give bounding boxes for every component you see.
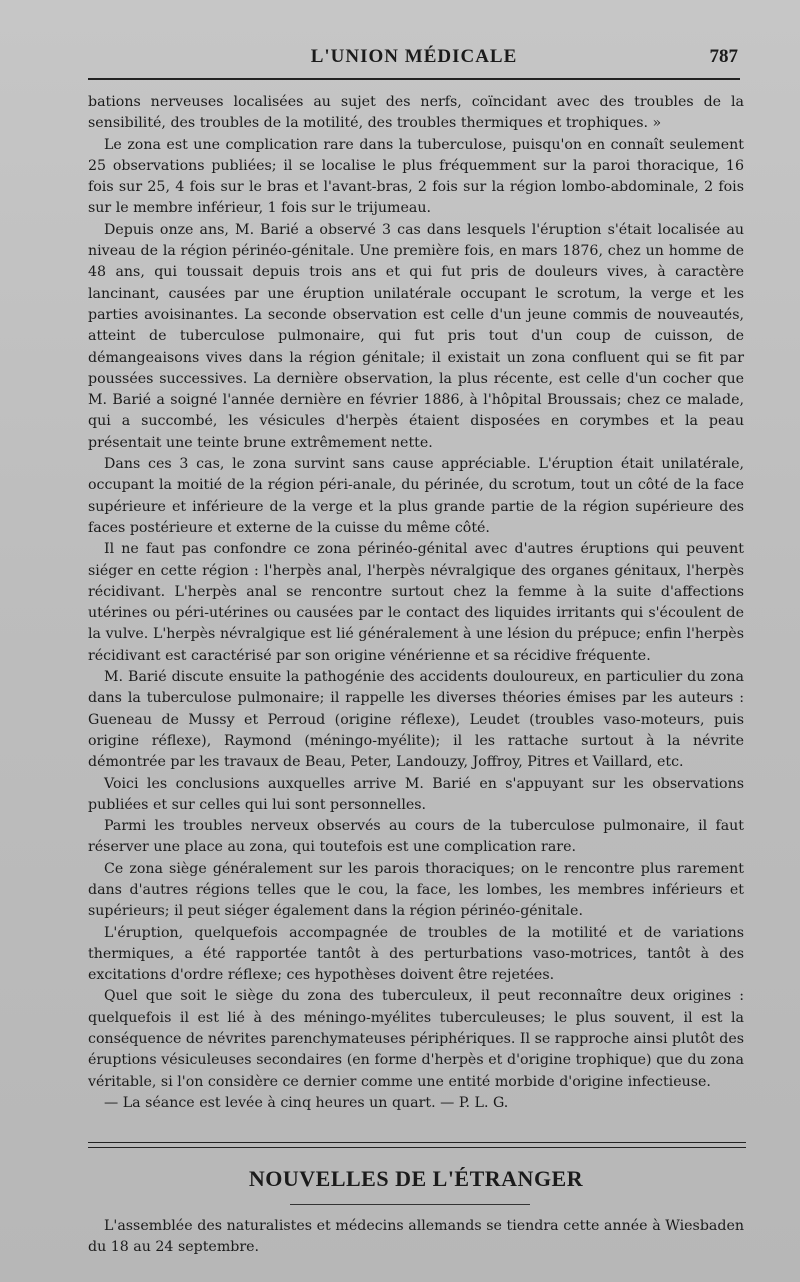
paragraph: Dans ces 3 cas, le zona survint sans cause appréciable. L'éruption était unilatérale, occupant la moitié de la région péri-anale, du périnée, du scrotum, tout un côté de la face supérieure et inférieure de la verge et la plus grande partie de la région supérieure des faces postérieure et externe de la cuisse du même côté.: [88, 456, 744, 536]
paragraph: Quel que soit le siège du zona des tuberculeux, il peut reconnaître deux origines : quelquefois il est lié à des méningo-myélites tuberculeuses; le plus souvent, il est la conséquence de névrites parenchymateuses périphériques. Il se rapproche ainsi plutôt des éruptions vésiculeuses secondaires (en forme d'herpès et d'origine trophique) que du zona véritable, si l'on considère ce dernier comme une entité morbide d'origine infectieuse.: [88, 988, 744, 1090]
section-heading: NOUVELLES DE L'ÉTRANGER: [248, 1166, 584, 1191]
article-body: [88, 92, 744, 1114]
section-divider: [88, 1142, 746, 1148]
paragraph: bations nerveuses localisées au sujet des nerfs, coïncidant avec des troubles de la sensibilité, des troubles de la motilité, des troubles thermiques et trophiques. »: [88, 94, 744, 132]
header-rule: [88, 78, 740, 80]
paragraph: L'éruption, quelquefois accompagnée de troubles de la motilité et de variations thermiques, a été rapportée tantôt à des perturbations vaso-motrices, tantôt à des excitations d'ordre réflexe; ces hypothèses doivent être rejetées.: [88, 924, 744, 984]
closing-line: — La séance est levée à cinq heures un quart. — P. L. G.: [104, 1094, 509, 1111]
paragraph: Voici les conclusions auxquelles arrive M. Barié en s'appuyant sur les observations publiées et sur celles qui lui sont personnelles.: [88, 775, 744, 813]
journal-title: L'UNION MÉDICALE: [310, 46, 518, 67]
paragraph: Depuis onze ans, M. Barié a observé 3 cas dans lesquels l'éruption s'était localisée au niveau de la région périnéo-génitale. Une première fois, en mars 1876, chez un homme de 48 ans, qui toussait depuis trois ans et qui fut pris de douleurs vives, à caractère lancinant, causées par une éruption unilatérale occupant le scrotum, la verge et les parties avoisinantes. La seconde observation est celle d'un jeune commis de nouveautés, atteint de tuberculose pulmonaire, qui fut pris tout d'un coup de cuisson, de démangeaisons vives dans la région génitale; il existait un zona confluent qui se fit par poussées successives. La dernière observation, la plus récente, est celle d'un cocher que M. Barié a soigné l'année dernière en février 1886, à l'hôpital Broussais; chez ce malade, qui a succombé, les vésicules d'herpès étaient disposées en corymbes et la peau présentait une teinte brune extrêmement nette.: [88, 221, 744, 451]
paragraph: L'assemblée des naturalistes et médecins allemands se tiendra cette année à Wiesbaden du 18 au 24 septembre.: [88, 1218, 744, 1256]
page-number: 787: [709, 46, 738, 67]
paragraph: Le zona est une complication rare dans la tuberculose, puisqu'on en connaît seulement 25 observations publiées; il se localise le plus fréquemment sur la paroi thoracique, 16 fois sur 25, 4 fois sur le bras et l'avant-bras, 2 fois sur la région lombo-abdominale, 2 fois sur le membre inférieur, 1 fois sur le trijumeau.: [88, 136, 744, 217]
paragraph: Ce zona siège généralement sur les parois thoraciques; on le rencontre plus rarement dans d'autres régions telles que le cou, la face, les lombes, les membres inférieurs et supérieurs; il peut siéger également dans la région périnéo-génitale.: [88, 860, 744, 920]
section-body: [88, 1216, 744, 1259]
heading-underline: [290, 1204, 530, 1205]
running-header: [88, 46, 740, 74]
paragraph: Il ne faut pas confondre ce zona périnéo-génital avec d'autres éruptions qui peuvent siéger en cette région : l'herpès anal, l'herpès névralgique des organes génitaux, l'herpès récidivant. L'herpès anal se rencontre surtout chez la femme à la suite d'affections utérines ou péri-utérines ou causées par le contact des liquides irritants qui s'écoulent de la vulve. L'herpès névralgique est lié généralement à une lésion du prépuce; enfin l'herpès récidivant est caractérisé par son origine vénérienne et sa récidive fréquente.: [88, 541, 744, 664]
paragraph: M. Barié discute ensuite la pathogénie des accidents douloureux, en particulier du zona dans la tuberculose pulmonaire; il rappelle les diverses théories émises par les auteurs : Gueneau de Mussy et Perroud (origine réflexe), Leudet (troubles vaso-moteurs, puis origine réflexe), Raymond (méningo-myélite); il les rattache surtout à la névrite démontrée par les travaux de Beau, Peter, Landouzy, Joffroy, Pitres et Vaillard, etc.: [88, 669, 744, 771]
paragraph: Parmi les troubles nerveux observés au cours de la tuberculose pulmonaire, il faut réserver une place au zona, qui toutefois est une complication rare.: [88, 818, 744, 856]
